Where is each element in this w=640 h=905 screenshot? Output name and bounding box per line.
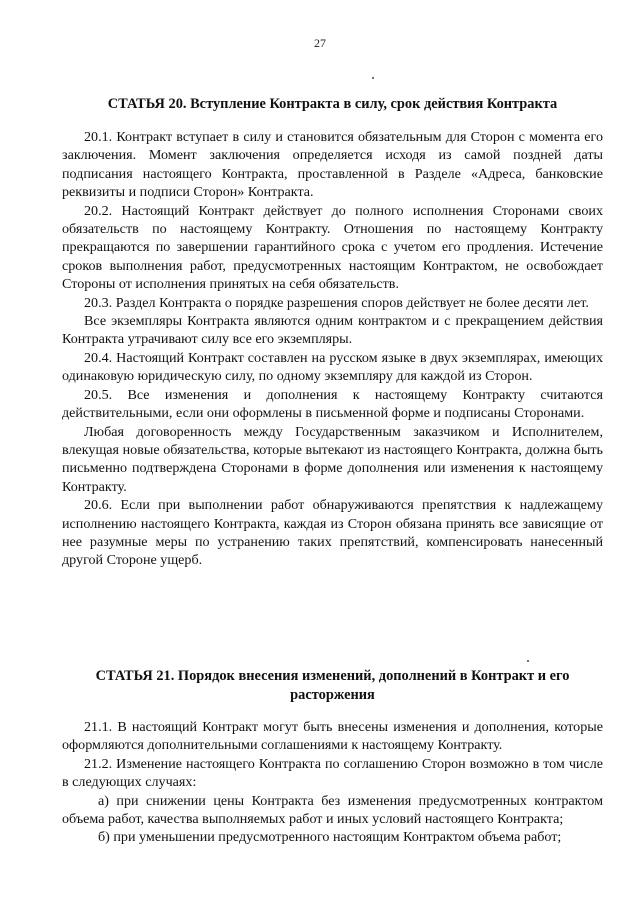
scan-speck — [527, 660, 529, 662]
paragraph-20-3: 20.3. Раздел Контракта о порядке разрешения споров действует не более десяти лет. — [84, 294, 589, 311]
paragraph-20-4: 20.4. Настоящий Контракт составлен на русском языке в двух экземплярах, имеющих одинаковую юридическую силу, по одному экземпляру для каждой из Сторон. — [62, 349, 603, 385]
paragraph-20-6: 20.6. Если при выполнении работ обнаруживаются препятствия к надлежащему исполнению настоящего Контракта, каждая из Сторон обязана принять все зависящие от нее разумные меры по устранению таких препятствий, компенсировать нанесенный другой Стороне ущерб. — [62, 497, 603, 569]
article-20-section — [62, 95, 603, 570]
subitem-b: б) при уменьшении предусмотренного настоящим Контрактом объема работ; — [98, 829, 562, 846]
paragraph-21-1: 21.1. В настоящий Контракт могут быть внесены изменения и дополнения, которые оформляются дополнительными соглашениями к настоящему Контракту. — [62, 719, 603, 754]
paragraph-agreements: Любая договоренность между Государственным заказчиком и Исполнителем, влекущая новые обязательства, которые вытекают из настоящего Контракта, должна быть письменно подтверждена Сторонами в форме дополнения или изменения к настоящему Контракту. — [62, 423, 603, 495]
paragraph-20-5: 20.5. Все изменения и дополнения к настоящему Контракту считаются действительными, если они оформлены в письменной форме и подписаны Сторонами. — [62, 386, 603, 422]
article-21-section — [62, 667, 603, 847]
scan-speck — [372, 77, 374, 79]
page-number: 27 — [314, 36, 326, 50]
paragraph-20-2: 20.2. Настоящий Контракт действует до полного исполнения Сторонами своих обязательств по настоящему Контракту. Отношения по настоящему Контракту прекращаются по завершении гарантийного срока с учетом его продления. Истечение сроков выполнения работ, предусмотренных настоящим Контрактом, не освобождает Стороны от исполнения принятых на себя обязательств. — [62, 202, 603, 293]
paragraph-21-2: 21.2. Изменение настоящего Контракта по соглашению Сторон возможно в том числе в следующих случаях: — [62, 755, 603, 791]
article-21-heading: СТАТЬЯ 21. Порядок внесения изменений, дополнений в Контракт и его расторжения — [95, 668, 570, 703]
paragraph-copies: Все экземпляры Контракта являются одним контрактом и с прекращением действия Контракта утрачивают силу все его экземпляры. — [62, 313, 603, 348]
article-20-heading: СТАТЬЯ 20. Вступление Контракта в силу, срок действия Контракта — [107, 96, 558, 112]
paragraph-20-1: 20.1. Контракт вступает в силу и становится обязательным для Сторон с момента его заключения. Момент заключения определяется исходя из самой поздней даты подписания настоящего Контракта, проставленной в Разделе «Адреса, банковские реквизиты и подписи Сторон» Контракта. — [62, 129, 603, 201]
subitem-a: а) при снижении цены Контракта без изменения предусмотренных контрактом объема работ, качества выполняемых работ и иных условий настоящего Контракта; — [62, 792, 603, 828]
